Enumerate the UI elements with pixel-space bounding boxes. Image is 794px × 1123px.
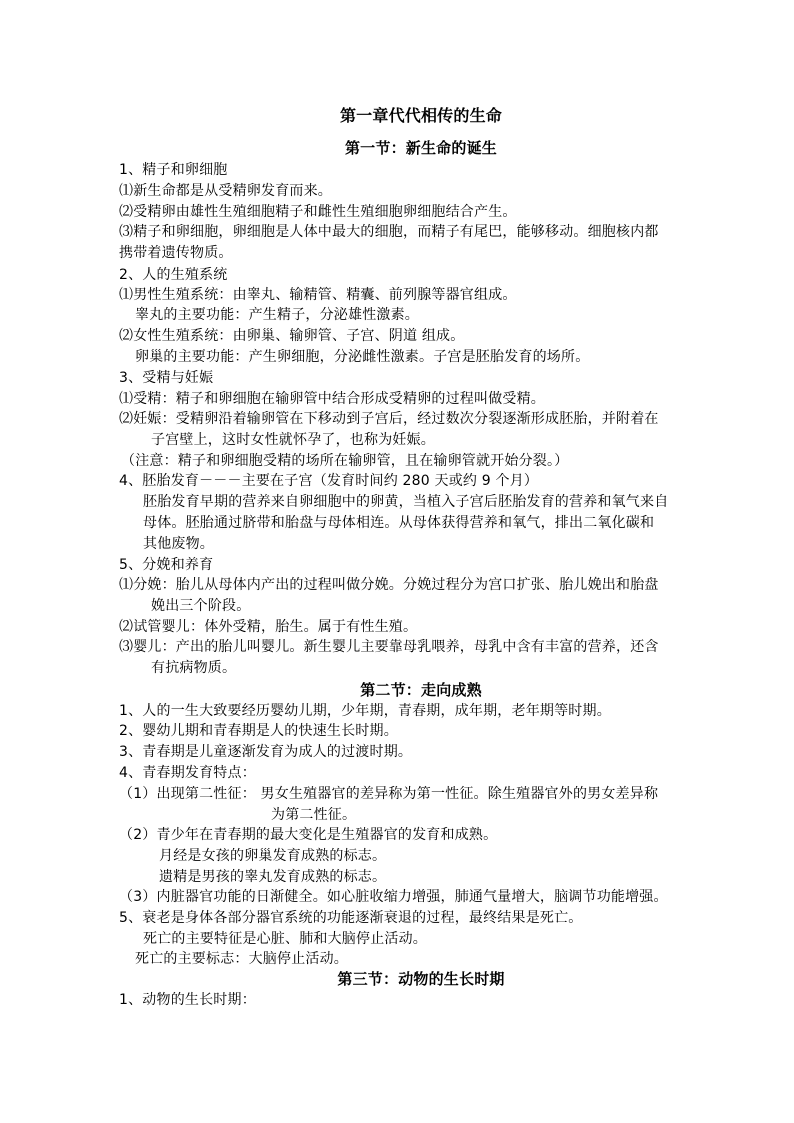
text-line: ⑵妊娠：受精卵沿着输卵管在下移动到子宫后，经过数次分裂逐渐形成胚胎，并附着在 [119,411,659,427]
text-line: （3）内脏器官功能的日渐健全。如心脏收缩力增强，肺通气量增大，脑调节功能增强。 [119,889,668,905]
text-line: 卵巢的主要功能：产生卵细胞，分泌雌性激素。子宫是胚胎发育的场所。 [135,349,590,365]
heading-4: 4、胚胎发育－－－主要在子宫（发育时间约 280 天或约 9 个月） [119,473,539,489]
text-line: 睾丸的主要功能：产生精子，分泌雄性激素。 [135,307,419,323]
section-3-title: 第三节：动物的生长时期 [337,970,505,988]
text-line: （1）出现第二性征： 男女生殖器官的差异称为第一性征。除生殖器官外的男女差异称 [119,786,659,802]
text-line: ⑵受精卵由雄性生殖细胞精子和雌性生殖细胞卵细胞结合产生。 [119,204,517,220]
text-line: ⑴分娩：胎儿从母体内产出的过程叫做分娩。分娩过程分为宫口扩张、胎儿娩出和胎盘 [119,577,659,593]
text-line: 1、人的一生大致要经历婴幼儿期，少年期，青春期，成年期，老年期等时期。 [119,703,611,719]
text-line: 其他废物。 [143,536,214,552]
text-line: 胚胎发育早期的营养来自卵细胞中的卵黄，当植入子宫后胚胎发育的营养和氧气来自 [143,494,669,510]
section-2-title: 第二节：走向成熟 [360,681,482,699]
text-line: ⑵试管婴儿：体外受精，胎生。属于有性生殖。 [119,619,418,635]
text-line: 母体。胚胎通过脐带和胎盘与母体相连。从母体获得营养和氧气，排出二氧化碳和 [143,515,655,531]
text-line: ⑶婴儿：产出的胎儿叫婴儿。新生婴儿主要靠母乳喂养，母乳中含有丰富的营养，还含 [119,639,659,655]
section-1-title: 第一节：新生命的诞生 [344,139,497,157]
text-line: 娩出三个阶段。 [151,598,251,614]
text-line: 有抗病物质。 [151,660,237,676]
text-line: 5、衰老是身体各部分器官系统的功能逐渐衰退的过程，最终结果是死亡。 [119,910,583,926]
text-line: 携带着遗传物质。 [119,245,233,261]
text-line: ⑶精子和卵细胞，卵细胞是人体中最大的细胞，而精子有尾巴，能够移动。细胞核内都 [119,224,659,240]
heading-2: 2、人的生殖系统 [119,267,228,283]
text-line: 4、青春期发育特点： [119,765,256,781]
text-line: 死亡的主要特征是心脏、肺和大脑停止活动。 [143,931,427,947]
text-line: ⑵女性生殖系统：由卵巢、输卵管、子宫、阴道 组成。 [119,328,465,344]
chapter-title: 第一章代代相传的生命 [339,106,502,125]
heading-5: 5、分娩和养育 [119,557,214,573]
text-line: ⑴新生命都是从受精卵发育而来。 [119,183,332,199]
text-line: ⑴男性生殖系统：由睾丸、输精管、精囊、前列腺等器官组成。 [119,287,517,303]
text-line: ⑴受精：精子和卵细胞在输卵管中结合形成受精卵的过程叫做受精。 [119,391,545,407]
text-line: （2）青少年在青春期的最大变化是生殖器官的发育和成熟。 [119,827,498,843]
text-line: 2、婴幼儿期和青春期是人的快速生长时期。 [119,723,398,739]
text-line: 为第二性征。 [271,807,357,823]
text-line: 3、青春期是儿童逐渐发育为成人的过渡时期。 [119,744,413,760]
text-line: 死亡的主要标志：大脑停止活动。 [135,951,348,967]
text-line: （注意：精子和卵细胞受精的场所在输卵管，且在输卵管就开始分裂。） [121,453,569,469]
text-line: 遗精是男孩的睾丸发育成熟的标志。 [159,869,387,885]
heading-1: 1、精子和卵细胞 [119,162,228,178]
text-line: 1、动物的生长时期： [119,992,256,1008]
text-line: 月经是女孩的卵巢发育成熟的标志。 [159,848,387,864]
heading-3: 3、受精与妊娠 [119,370,214,386]
text-line: 子宫壁上，这时女性就怀孕了，也称为妊娠。 [151,432,435,448]
